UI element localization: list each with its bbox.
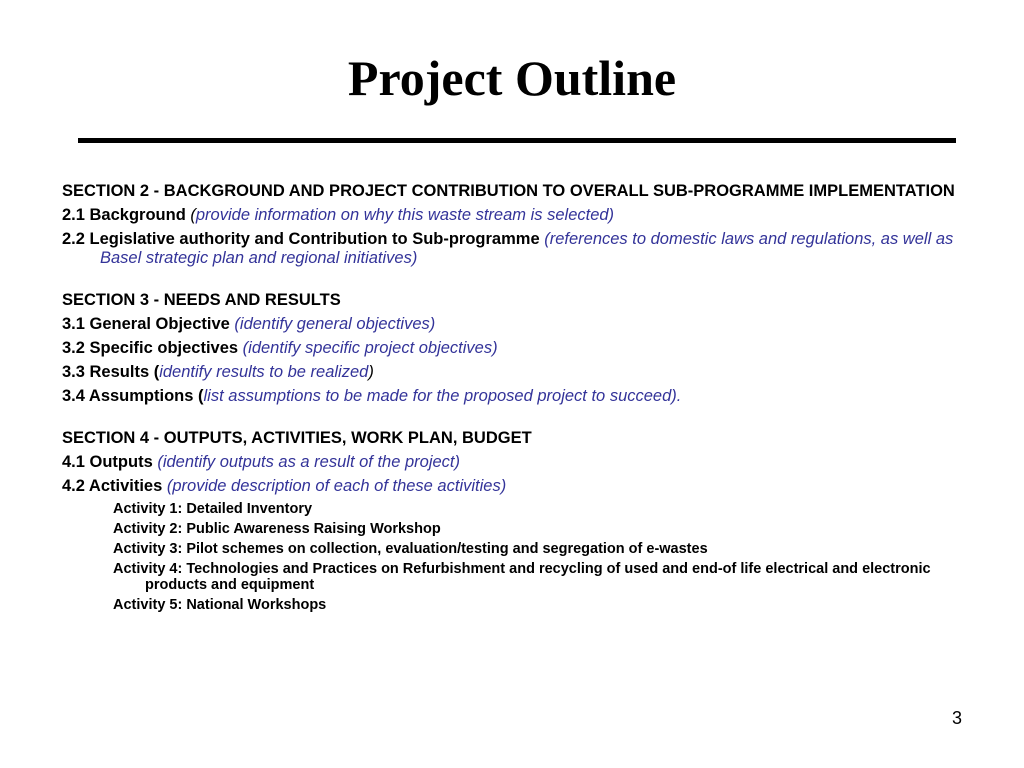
item-2-1 (62, 206, 962, 225)
activity-2: Activity 2: Public Awareness Raising Workshop (113, 521, 441, 537)
item-label: 4.2 Activities (62, 477, 167, 495)
item-label: 3.4 Assumptions (62, 387, 199, 405)
title-underline (78, 138, 956, 143)
item-note: provide information on why this waste stream is selected) (195, 206, 615, 224)
section-2-heading: SECTION 2 - BACKGROUND AND PROJECT CONTRIBUTION TO OVERALL SUB-PROGRAMME IMPLEMENTATION (62, 182, 955, 200)
item-4-2 (62, 477, 962, 496)
item-3-1 (62, 315, 962, 334)
item-note: (references to domestic laws and regulations, as well as Basel strategic plan and regional initiatives) (100, 230, 954, 267)
item-3-2 (62, 339, 962, 358)
page-title: Project Outline (347, 50, 677, 106)
item-label: 2.1 Background (62, 206, 191, 224)
item-note: (identify outputs as a result of the project) (157, 453, 460, 471)
item-3-4 (62, 387, 962, 406)
item-4-1 (62, 453, 962, 472)
item-open-paren: ( (198, 387, 204, 405)
item-note: (identify general objectives) (234, 315, 436, 333)
activity-5: Activity 5: National Workshops (113, 597, 327, 613)
item-label: 3.3 Results (62, 363, 154, 381)
item-note: (provide description of each of these activities) (166, 477, 507, 495)
item-open-paren: ( (190, 206, 196, 224)
activity-4: Activity 4: Technologies and Practices on Refurbishment and recycling of used and end-of life electrical and electronic products and equipment (113, 561, 931, 593)
item-3-3 (62, 363, 962, 382)
item-close-paren: ) (368, 363, 374, 381)
slide-body (62, 182, 962, 617)
item-note: list assumptions to be made for the proposed project to succeed). (203, 387, 682, 405)
item-label: 3.1 General Objective (62, 315, 235, 333)
item-open-paren: ( (153, 363, 160, 381)
item-note: (identify specific project objectives) (242, 339, 498, 357)
item-note: identify results to be realized (159, 363, 369, 381)
item-label: 2.2 Legislative authority and Contribution to Sub-programme (62, 230, 545, 248)
activity-1: Activity 1: Detailed Inventory (113, 501, 313, 517)
page-number: 3 (951, 708, 962, 728)
item-label: 4.1 Outputs (62, 453, 158, 471)
activity-3: Activity 3: Pilot schemes on collection, evaluation/testing and segregation of e-wastes (113, 541, 708, 557)
item-2-2 (62, 230, 962, 268)
section-3-heading: SECTION 3 - NEEDS AND RESULTS (62, 291, 341, 309)
section-4-heading: SECTION 4 - OUTPUTS, ACTIVITIES, WORK PLAN, BUDGET (62, 429, 532, 447)
item-label: 3.2 Specific objectives (62, 339, 243, 357)
